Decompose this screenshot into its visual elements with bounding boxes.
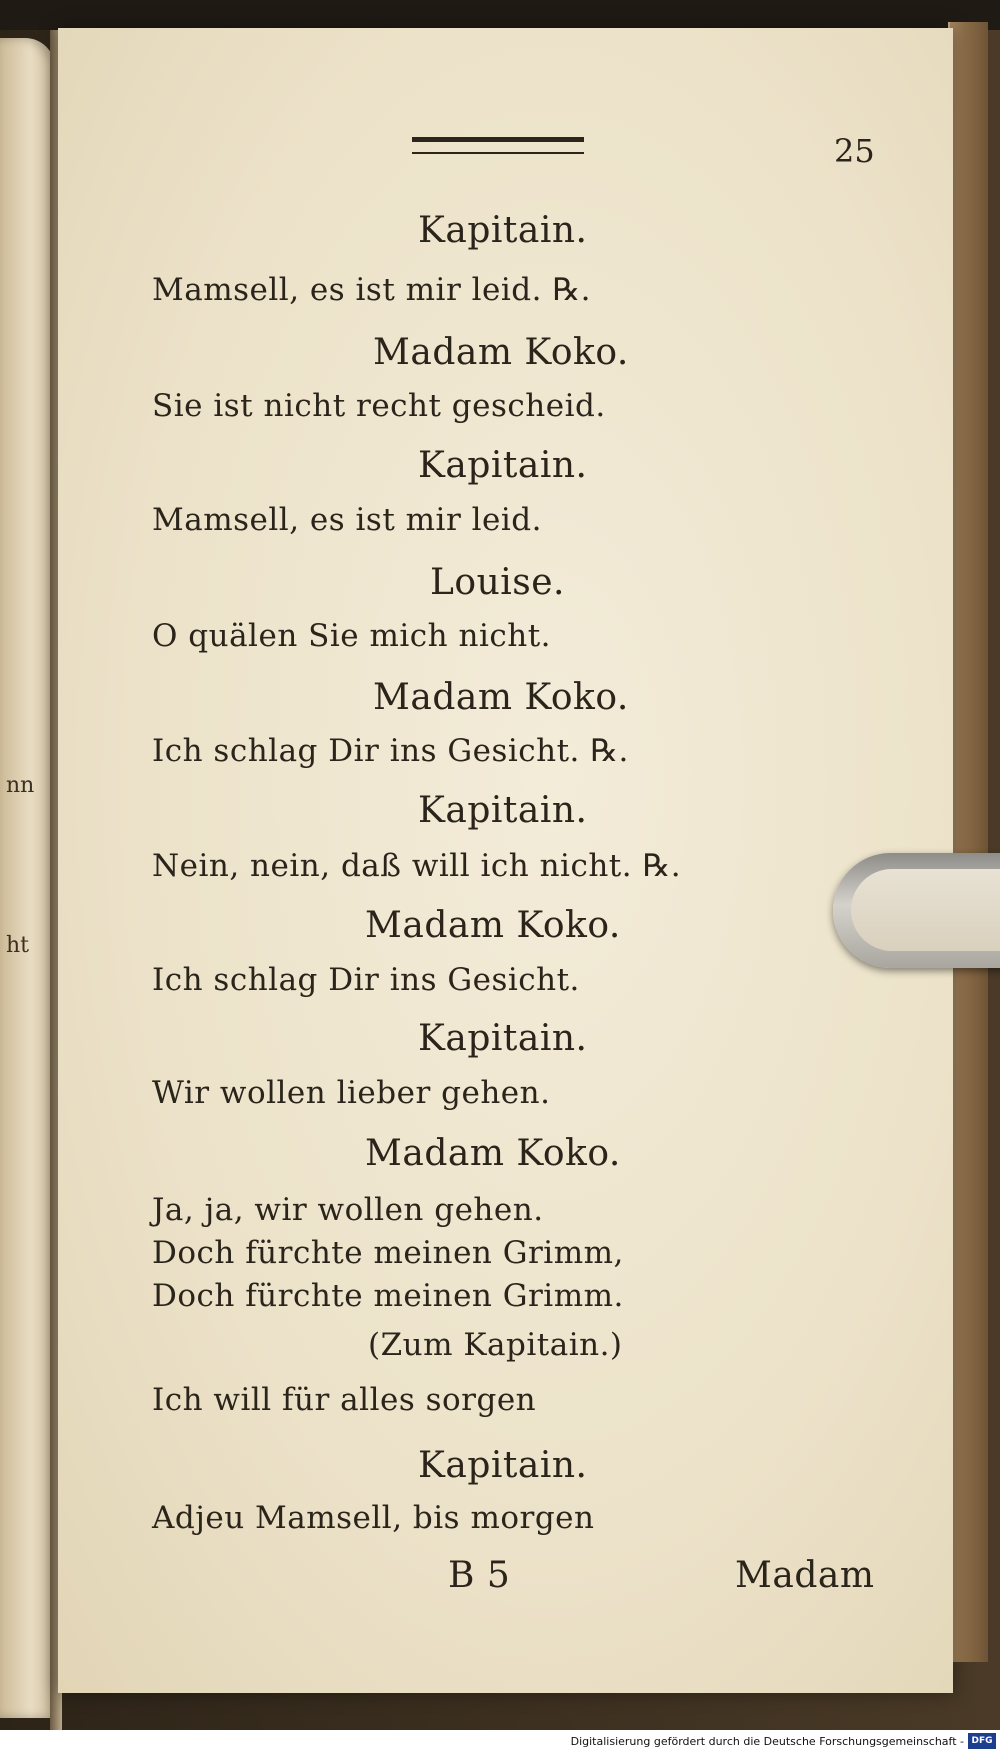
dialogue-line: Doch fürchte meinen Grimm,	[152, 1235, 624, 1271]
dialogue-line: Nein, nein, daß will ich nicht. ℞.	[152, 848, 682, 884]
catchword: Madam	[735, 1555, 875, 1596]
page-stack-edge	[948, 22, 988, 1662]
speaker-name: Kapitain.	[418, 1445, 588, 1486]
dialogue-line: Wir wollen lieber gehen.	[152, 1075, 551, 1111]
dialogue-line: Mamsell, es ist mir leid. ℞.	[152, 272, 592, 308]
left-page-edge	[0, 38, 55, 1718]
dialogue-line: Ich schlag Dir ins Gesicht.	[152, 962, 580, 998]
dialogue-line: Ich will für alles sorgen	[152, 1382, 537, 1418]
digitization-credit: Digitalisierung gefördert durch die Deutsche Forschungsgemeinschaft -	[570, 1735, 964, 1748]
speaker-name: Madam Koko.	[365, 905, 621, 946]
speaker-name: Madam Koko.	[373, 677, 629, 718]
stage-direction: (Zum Kapitain.)	[368, 1327, 623, 1363]
page-number: 25	[834, 132, 875, 170]
speaker-name: Kapitain.	[418, 790, 588, 831]
speaker-name: Kapitain.	[418, 210, 588, 251]
speaker-name: Madam Koko.	[365, 1133, 621, 1174]
left-page-fragment: nn	[6, 773, 35, 798]
dialogue-line: Sie ist nicht recht gescheid.	[152, 388, 606, 424]
dialogue-line: Adjeu Mamsell, bis morgen	[152, 1500, 595, 1536]
speaker-name: Louise.	[430, 562, 566, 603]
dialogue-line: O quälen Sie mich nicht.	[152, 618, 552, 654]
speaker-name: Kapitain.	[418, 1018, 588, 1059]
header-rule	[412, 137, 584, 154]
left-page-fragment: ht	[6, 933, 30, 958]
signature-mark: B 5	[448, 1555, 511, 1596]
dialogue-line: Ich schlag Dir ins Gesicht. ℞.	[152, 733, 629, 769]
speaker-name: Kapitain.	[418, 445, 588, 486]
dialogue-line: Mamsell, es ist mir leid.	[152, 502, 543, 538]
top-shadow-band	[0, 0, 1000, 30]
dialogue-line: Doch fürchte meinen Grimm.	[152, 1278, 624, 1314]
speaker-name: Madam Koko.	[373, 332, 629, 373]
dfg-logo: DFG	[968, 1733, 996, 1749]
dialogue-line: Ja, ja, wir wollen gehen.	[152, 1192, 544, 1228]
page-clip	[833, 853, 1000, 968]
